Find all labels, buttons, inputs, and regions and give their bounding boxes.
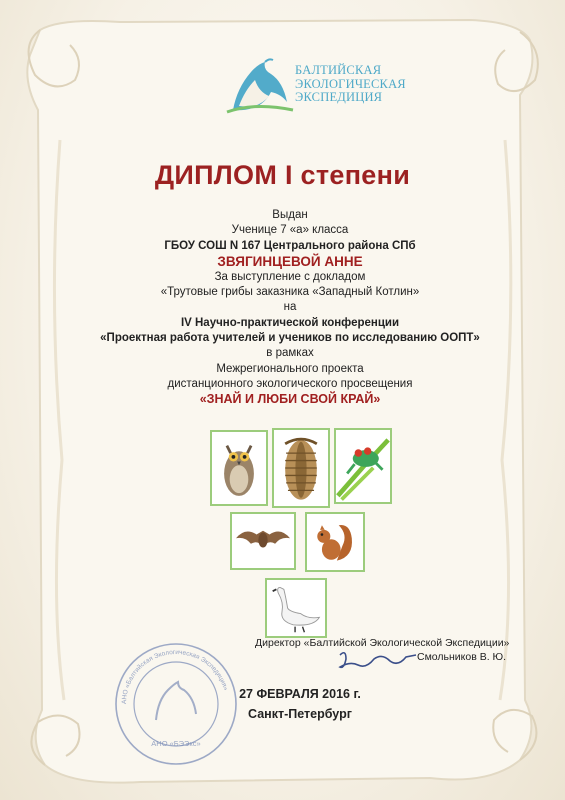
award-text [80, 208, 500, 408]
trilobite-icon [274, 430, 328, 506]
bat-icon [232, 514, 294, 568]
student-class: Ученице 7 «а» класса [231, 224, 349, 237]
squirrel-icon [307, 514, 363, 570]
frog-illustration [334, 428, 392, 504]
owl-icon [212, 432, 266, 504]
director-title: Директор «Балтийской Экологической Экспедиции» [255, 637, 510, 649]
dome-logo-icon [225, 58, 295, 114]
logo-text [295, 64, 425, 105]
issue-date: 27 ФЕВРАЛЯ 2016 г. [239, 687, 361, 701]
within-label: в рамках [266, 347, 314, 360]
for-talk-label: За выступление с докладом [214, 270, 366, 283]
swan-illustration [265, 578, 327, 638]
conference-label: IV Научно-практической конференции [180, 316, 400, 329]
talk-title: «Трутовые грибы заказника «Западный Котлин» [160, 286, 420, 299]
director-block [255, 636, 509, 664]
diploma-title: ДИПЛОМ I степени [154, 160, 411, 190]
project-line-2: дистанционного экологического просвещения [167, 377, 413, 390]
swan-icon [267, 580, 325, 636]
squirrel-illustration [305, 512, 365, 572]
logo-line: БАЛТИЙСКАЯ [295, 63, 382, 77]
project-line-1: Межрегионального проекта [216, 362, 364, 375]
logo [225, 58, 415, 118]
project-name: «ЗНАЙ И ЛЮБИ СВОЙ КРАЙ» [199, 392, 381, 407]
frog-icon [336, 430, 390, 502]
bat-illustration [230, 512, 296, 570]
school-name: ГБОУ СОШ N 167 Центрального района СПб [164, 239, 416, 252]
at-label: на [283, 301, 297, 314]
issued-label: Выдан [272, 209, 308, 221]
logo-line: ЭКСПЕДИЦИЯ [295, 90, 383, 104]
owl-illustration [210, 430, 268, 506]
issue-city: Санкт-Петербург [248, 707, 352, 721]
stamp-bottom-text: АНО «БЭЭкс» [151, 739, 201, 748]
trilobite-illustration [272, 428, 330, 508]
recipient-name: ЗВЯГИНЦЕВОЙ АННЕ [217, 253, 363, 269]
stamp-ring-text: АНО «Балтийская Экологическая Экспедиция» [120, 648, 230, 705]
issue-date-block [0, 684, 565, 724]
logo-line: ЭКОЛОГИЧЕСКАЯ [295, 76, 406, 91]
conference-title: «Проектная работа учителей и учеников по исследованию ООПТ» [100, 332, 480, 345]
director-name: Смольников В. Ю. [417, 651, 507, 663]
